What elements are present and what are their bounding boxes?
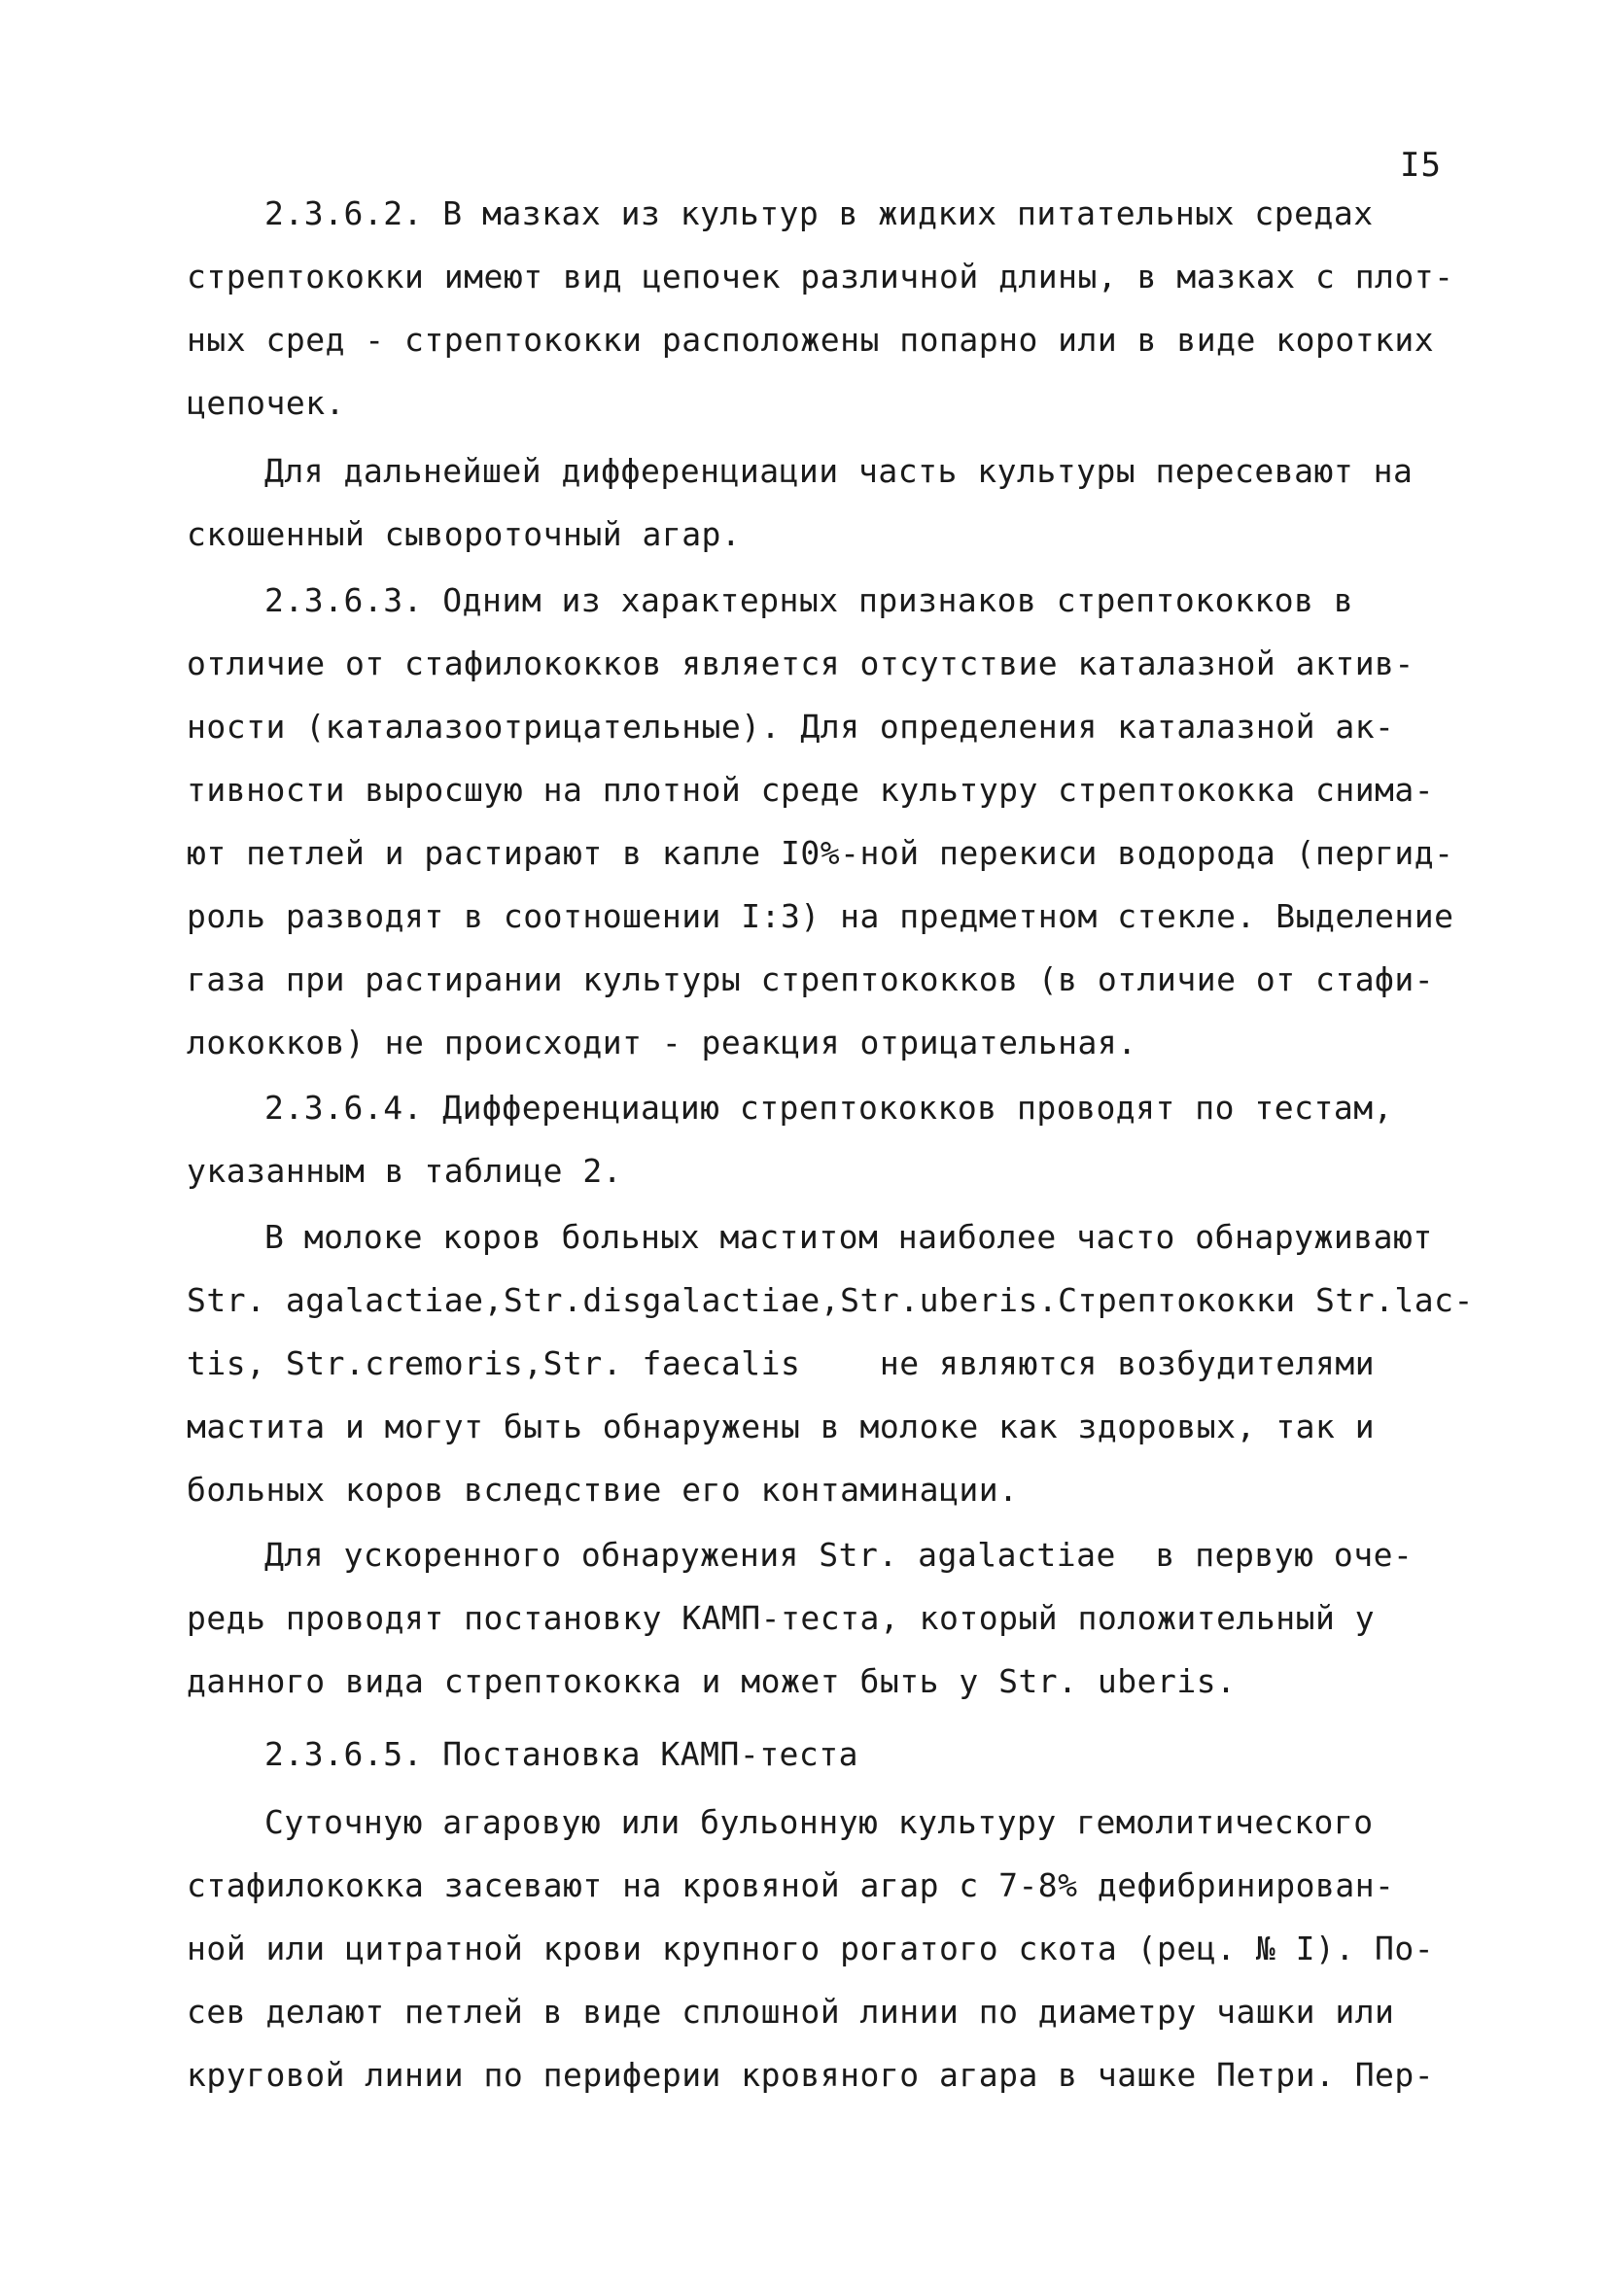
text-line: ных сред - стрептококки расположены попарно или в виде коротких — [187, 321, 1435, 359]
text-line: tis, Str.cremoris,Str. faecalis не являются возбудителями — [187, 1344, 1376, 1382]
text-line: круговой линии по периферии кровяного агара в чашке Петри. Пер- — [187, 2056, 1435, 2094]
text-line: данного вида стрептококка и может быть у Str. uberis. — [187, 1662, 1237, 1700]
text-line: больных коров вследствие его контаминации. — [187, 1471, 1019, 1509]
section-heading: 2.3.6.5. Постановка КАМП-теста — [264, 1735, 859, 1773]
text-line: роль разводят в соотношении I:3) на предметном стекле. Выделение — [187, 897, 1454, 935]
text-line: Для ускоренного обнаружения Str. agalactiae в первую оче- — [264, 1536, 1414, 1574]
page-number: I5 — [1400, 146, 1442, 185]
text-line: скошенный сывороточный агар. — [187, 515, 742, 553]
text-line: цепочек. — [187, 384, 345, 422]
text-line: сев делают петлей в виде сплошной линии по диаметру чашки или — [187, 1993, 1395, 2031]
text-line: редь проводят постановку КАМП-теста, который положительный у — [187, 1599, 1376, 1637]
text-line: указанным в таблице 2. — [187, 1152, 623, 1190]
text-line: Суточную агаровую или бульонную культуру гемолитического — [264, 1803, 1374, 1841]
text-line: стрептококки имеют вид цепочек различной длины, в мазках с плот- — [187, 258, 1454, 296]
text-line: тивности выросшую на плотной среде культуру стрептококка снима- — [187, 771, 1435, 809]
text-line: лококков) не происходит - реакция отрицательная. — [187, 1024, 1137, 1061]
text-line: стафилококка засевают на кровяной агар с 7-8% дефибринирован- — [187, 1866, 1395, 1904]
text-line: Для дальнейшей дифференциации часть культуры пересевают на — [264, 452, 1414, 490]
text-line: 2.3.6.4. Дифференциацию стрептококков проводят по тестам, — [264, 1089, 1393, 1127]
text-line: газа при растирании культуры стрептококков (в отличие от стафи- — [187, 960, 1435, 998]
text-line: Str. agalactiae,Str.disgalactiae,Str.uberis.Стрептококки Str.lac- — [187, 1281, 1474, 1319]
text-line: мастита и могут быть обнаружены в молоке как здоровых, так и — [187, 1408, 1376, 1445]
text-line: 2.3.6.3. Одним из характерных признаков стрептококков в — [264, 581, 1354, 619]
text-line: ют петлей и растирают в капле I0%-ной перекиси водорода (пергид- — [187, 834, 1454, 872]
text-line: ной или цитратной крови крупного рогатого скота (рец. № I). По- — [187, 1930, 1435, 1967]
text-line: ности (каталазоотрицательные). Для определения каталазной ак- — [187, 708, 1395, 746]
text-line: В молоке коров больных маститом наиболее часто обнаруживают — [264, 1218, 1433, 1256]
text-line: 2.3.6.2. В мазках из культур в жидких питательных средах — [264, 194, 1374, 232]
text-line: отличие от стафилококков является отсутствие каталазной актив- — [187, 644, 1415, 682]
